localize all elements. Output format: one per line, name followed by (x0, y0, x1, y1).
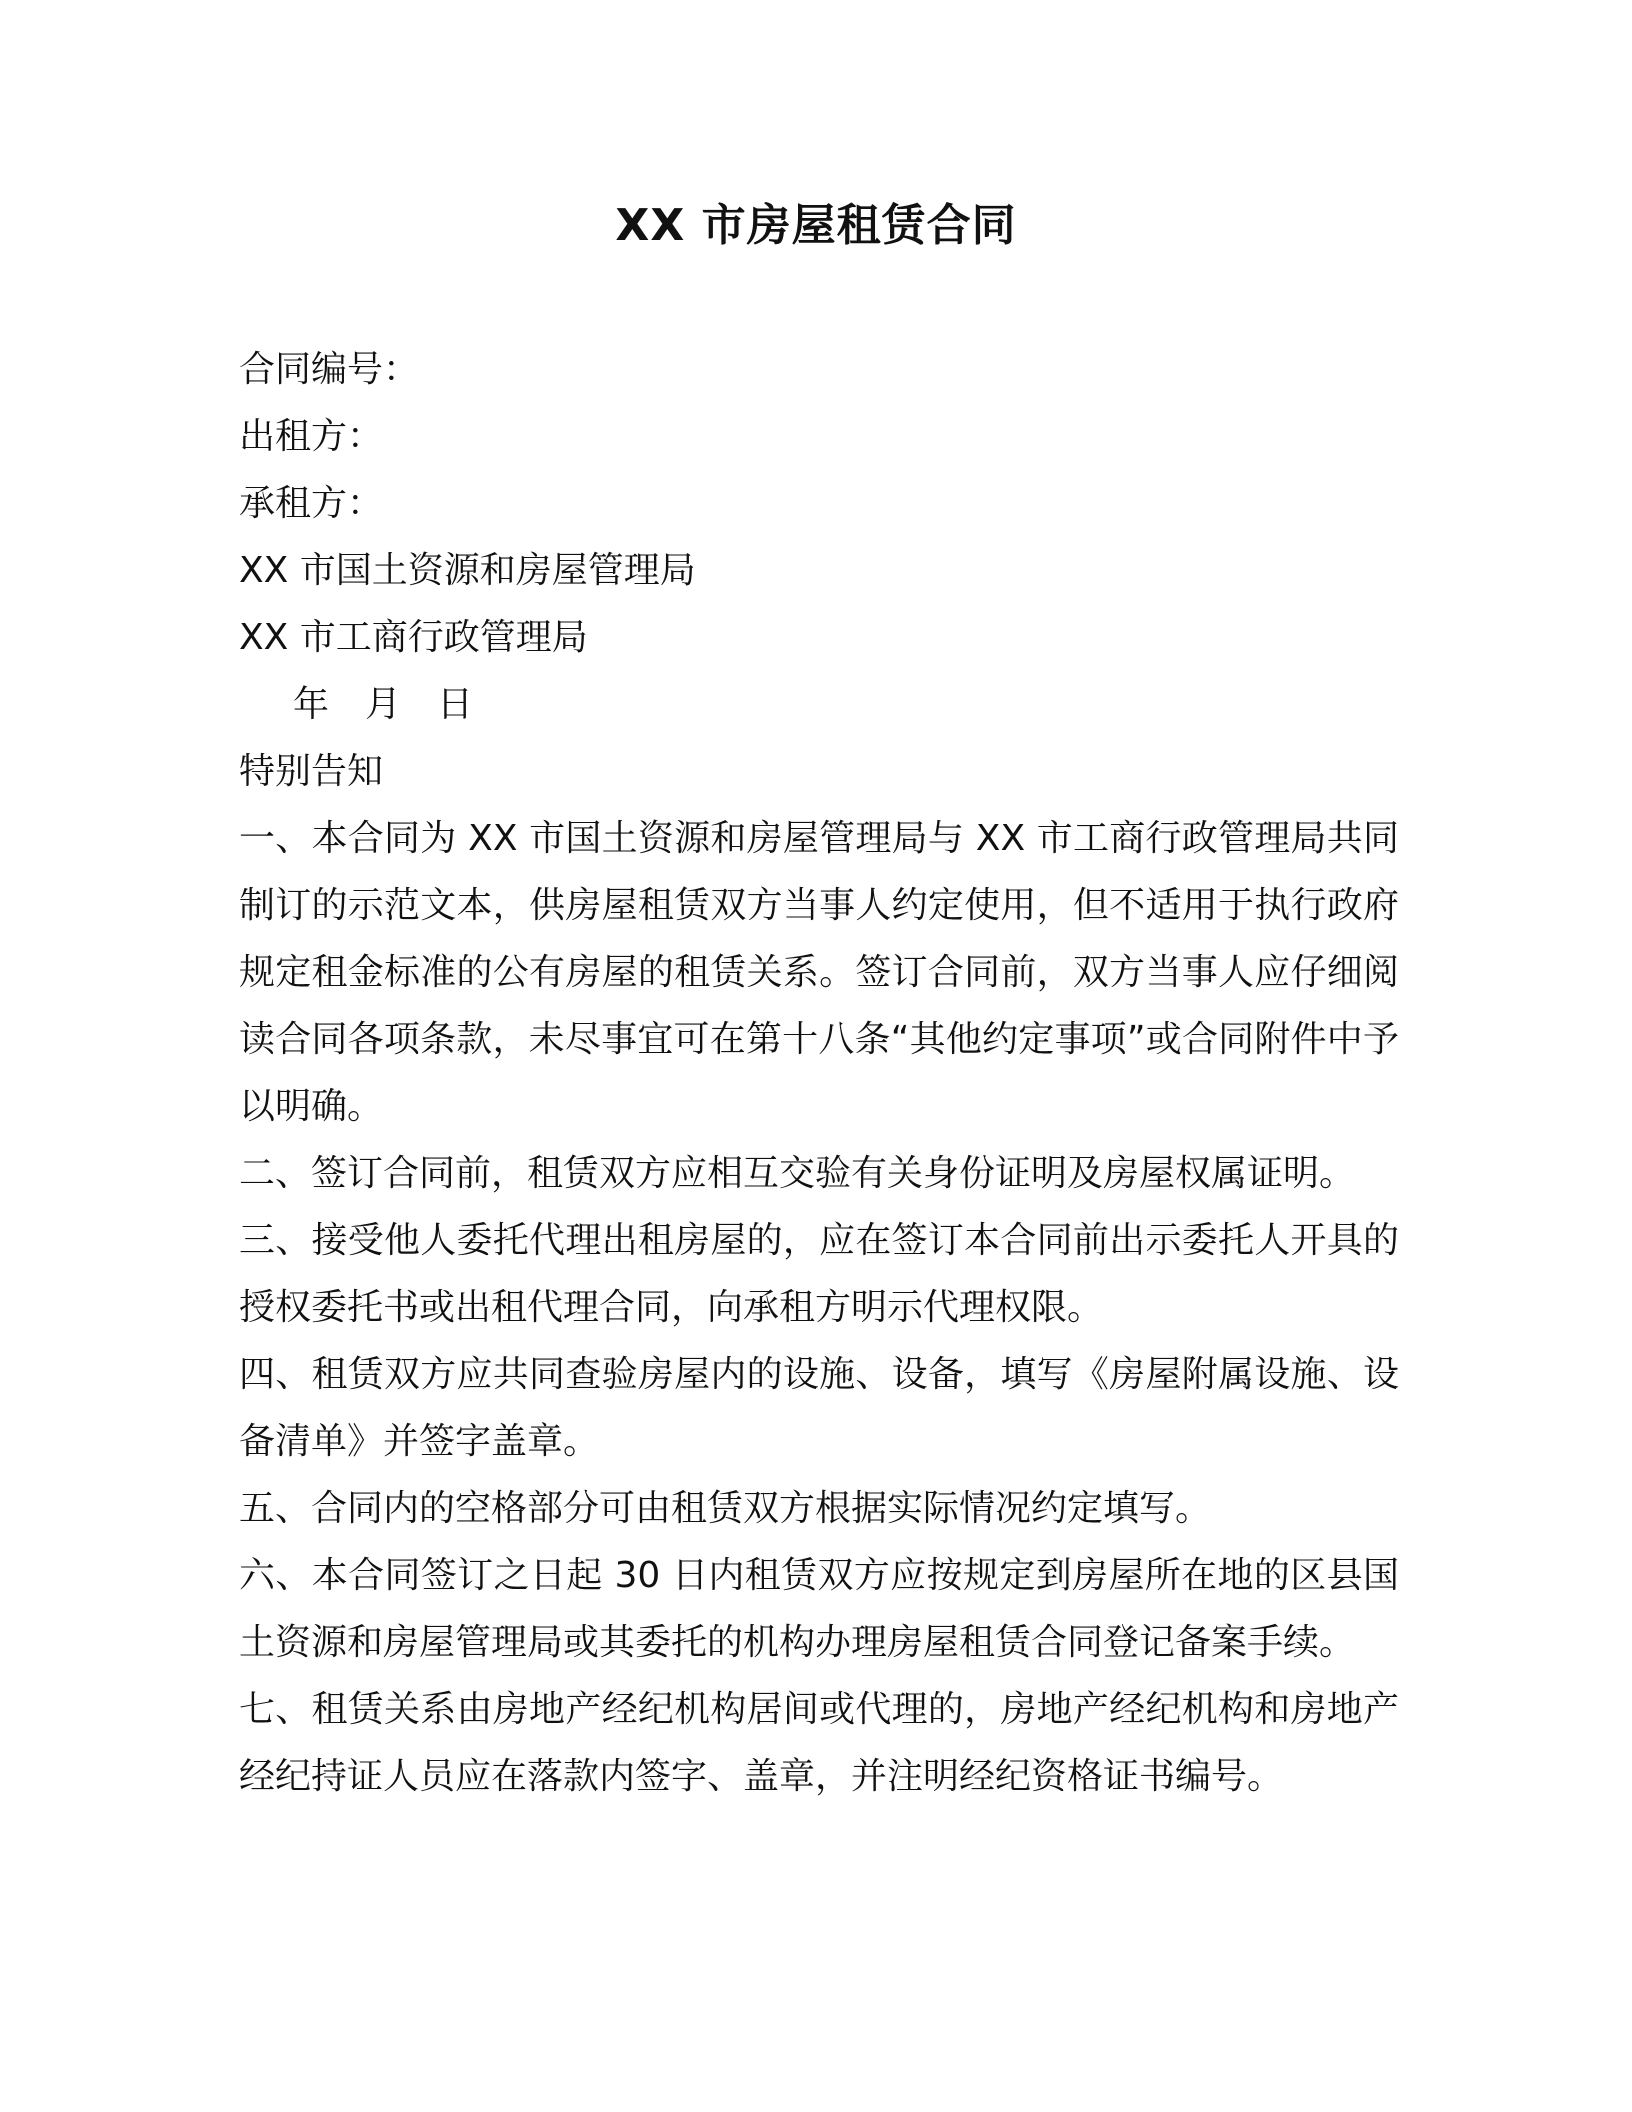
document-title: XX 市房屋租赁合同 (615, 200, 1017, 251)
lessor-label: 出租方： (239, 416, 384, 457)
lessee-label: 承租方： (239, 483, 384, 524)
notice-item-6: 六、本合同签订之日起 30 日内租赁双方应按规定到房屋所在地的区县国土资源和房屋管理局或其委托的机构办理房屋租赁合同登记备案手续。 (239, 1555, 1399, 1663)
notice-item-3: 三、接受他人委托代理出租房屋的，应在签订本合同前出示委托人开具的授权委托书或出租代理合同，向承租方明示代理权限。 (239, 1220, 1399, 1328)
issuer-land-housing-bureau: XX 市国土资源和房屋管理局 (239, 550, 696, 591)
document-body (239, 336, 1399, 1810)
date-day: 日 (437, 684, 474, 725)
notice-item-5: 五、合同内的空格部分可由租赁双方根据实际情况约定填写。 (239, 1488, 1212, 1529)
date-month: 月 (365, 684, 402, 725)
notice-item-4: 四、租赁双方应共同查验房屋内的设施、设备，填写《房屋附属设施、设备清单》并签字盖章。 (239, 1354, 1399, 1462)
notice-item-2: 二、签订合同前，租赁双方应相互交验有关身份证明及房屋权属证明。 (239, 1153, 1356, 1194)
notice-item-7: 七、租赁关系由房地产经纪机构居间或代理的，房地产经纪机构和房地产经纪持证人员应在落款内签字、盖章，并注明经纪资格证书编号。 (239, 1689, 1399, 1797)
issuer-commerce-bureau: XX 市工商行政管理局 (239, 617, 588, 658)
special-notice-heading: 特别告知 (239, 751, 384, 792)
date-line (239, 671, 1399, 738)
notice-item-1: 一、本合同为 XX 市国土资源和房屋管理局与 XX 市工商行政管理局共同制订的示范文本，供房屋租赁双方当事人约定使用，但不适用于执行政府规定租金标准的公有房屋的租赁关系。签订合同前，双方当事人应仔细阅读合同各项条款，未尽事宜可在第十八条“其他约定事项”或合同附件中予以明确。 (239, 818, 1399, 1127)
date-year: 年 (293, 684, 330, 725)
contract-number-label: 合同编号： (239, 349, 420, 390)
